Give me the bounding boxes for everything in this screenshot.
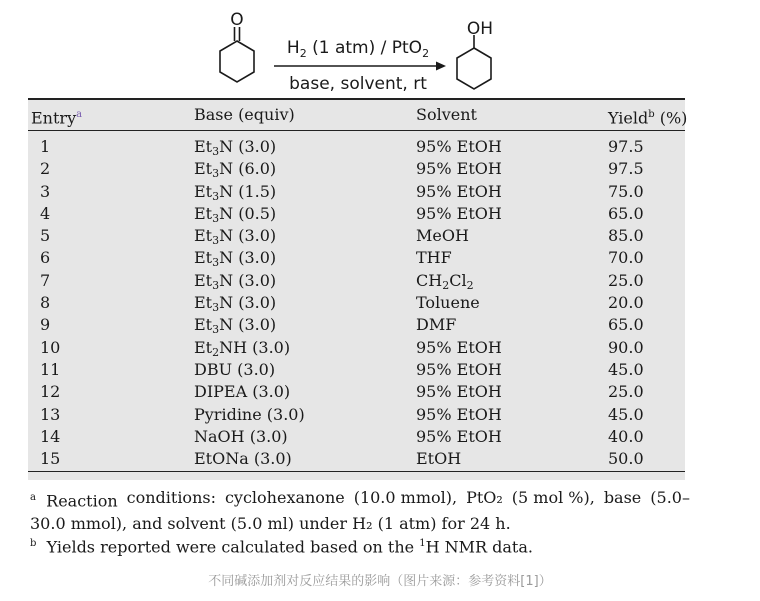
reactant-atom-label: O xyxy=(230,10,244,30)
cell-base: Pyridine (3.0) xyxy=(194,404,305,424)
cell-entry: 9 xyxy=(40,315,51,335)
cell-base: $Et_2NH$ (3.0) xyxy=(194,337,291,359)
cell-entry: 13 xyxy=(40,404,61,424)
footnote-a xyxy=(30,486,690,535)
cell-base: NaOH (3.0) xyxy=(194,426,288,446)
cell-yield: 97.5 xyxy=(608,159,644,179)
footnote-a-line1 xyxy=(30,486,690,512)
cell-base: $Et_3N$ (0.5) xyxy=(194,203,277,225)
cell-entry: 5 xyxy=(40,226,51,246)
cell-yield: 20.0 xyxy=(608,293,644,313)
cell-yield: 65.0 xyxy=(608,315,644,335)
cell-yield: 45.0 xyxy=(608,404,644,424)
cell-solvent: $CH_2Cl_2$ xyxy=(416,270,474,292)
table-header-rule xyxy=(28,130,685,131)
cell-yield: 40.0 xyxy=(608,426,644,446)
cell-entry: 4 xyxy=(40,203,51,223)
cell-yield: 65.0 xyxy=(608,203,644,223)
cell-yield: 50.0 xyxy=(608,449,644,469)
cell-base: DIPEA (3.0) xyxy=(194,382,291,402)
cell-base: $Et_3N$ (3.0) xyxy=(194,315,277,337)
table-top-rule xyxy=(28,98,685,100)
product-atom-label: OH xyxy=(466,19,494,39)
header-base: Base (equiv) xyxy=(194,105,295,124)
cyclohexanol-structure xyxy=(457,35,491,89)
cell-yield: 85.0 xyxy=(608,226,644,246)
table-row xyxy=(28,404,685,426)
cell-base: $Et_3N$ (3.0) xyxy=(194,248,277,270)
table-body xyxy=(28,136,685,470)
table-row xyxy=(28,225,685,247)
table-row xyxy=(28,136,685,158)
cell-entry: 2 xyxy=(40,159,51,179)
cell-base: $Et_3N$ (1.5) xyxy=(194,181,277,203)
cell-solvent: 95% EtOH xyxy=(416,159,502,179)
footnote-a-word: cyclohexanone xyxy=(224,488,345,507)
cell-entry: 11 xyxy=(40,359,61,379)
cell-solvent: THF xyxy=(416,248,452,268)
cell-solvent: 95% EtOH xyxy=(416,382,502,402)
cell-base: $Et_3N$ (3.0) xyxy=(194,293,277,315)
table-row xyxy=(28,337,685,359)
cell-yield: 25.0 xyxy=(608,382,644,402)
cell-solvent: EtOH xyxy=(416,449,462,469)
reaction-scheme xyxy=(0,0,760,100)
footnote-a-word: (5 mol %), xyxy=(511,488,595,507)
cell-entry: 3 xyxy=(40,181,51,201)
cell-solvent: 95% EtOH xyxy=(416,203,502,223)
table-row xyxy=(28,181,685,203)
reaction-arrow xyxy=(274,62,446,71)
footnote-b: $^b$ Yields reported were calculated based on the $^1$H NMR data. xyxy=(30,537,533,557)
table-row xyxy=(28,247,685,269)
table-row xyxy=(28,381,685,403)
cell-entry: 15 xyxy=(40,449,61,469)
table-row xyxy=(28,314,685,336)
cell-entry: 6 xyxy=(40,248,51,268)
arrow-condition-top: $H_2$ (1 atm) / PtO$_2$ xyxy=(286,38,430,60)
cell-solvent: 95% EtOH xyxy=(416,181,502,201)
cell-entry: 7 xyxy=(40,270,51,290)
footnote-a-link[interactable]: a xyxy=(76,109,83,120)
cell-yield: 75.0 xyxy=(608,181,644,201)
table-row xyxy=(28,292,685,314)
cell-entry: 1 xyxy=(40,137,51,156)
table-row xyxy=(28,270,685,292)
footnote-a-word: conditions: xyxy=(126,488,216,507)
cell-entry: 14 xyxy=(40,426,61,446)
footnote-a-word: PtO₂ xyxy=(466,488,503,507)
cell-solvent: Toluene xyxy=(416,293,480,313)
cell-base: $Et_3N$ (3.0) xyxy=(194,270,277,292)
table-row xyxy=(28,359,685,381)
footnote-a-line2: 30.0 mmol), and solvent (5.0 ml) under H₂ (1 atm) for 24 h. xyxy=(30,514,511,534)
table-row xyxy=(28,158,685,180)
cell-entry: 8 xyxy=(40,293,51,313)
cell-solvent: 95% EtOH xyxy=(416,137,502,156)
cell-solvent: 95% EtOH xyxy=(416,426,502,446)
cell-solvent: 95% EtOH xyxy=(416,359,502,379)
cell-yield: 45.0 xyxy=(608,359,644,379)
header-entry: Entry$^a$ xyxy=(31,108,83,128)
cell-solvent: MeOH xyxy=(416,226,469,246)
footnote-a-word: base xyxy=(603,488,642,507)
cell-solvent: 95% EtOH xyxy=(416,337,502,357)
table-bottom-rule xyxy=(28,471,685,472)
footnote-a-word: (10.0 mmol), xyxy=(353,488,458,507)
cell-base: $Et_3N$ (6.0) xyxy=(194,159,277,181)
figure-caption: 不同碱添加剂对反应结果的影响（图片来源：参考资料[1]） xyxy=(208,574,552,589)
cell-entry: 10 xyxy=(40,337,61,357)
cell-base: $Et_3N$ (3.0) xyxy=(194,137,277,158)
table-row xyxy=(28,448,685,470)
cell-yield: 97.5 xyxy=(608,137,644,156)
header-yield: Yield$^b$ (%) xyxy=(608,108,688,128)
header-solvent: Solvent xyxy=(416,105,477,124)
cell-yield: 25.0 xyxy=(608,270,644,290)
cell-base: EtONa (3.0) xyxy=(194,449,292,469)
footnote-a-word: (5.0– xyxy=(650,488,690,507)
cell-base: $Et_3N$ (3.0) xyxy=(194,226,277,248)
cell-solvent: DMF xyxy=(416,315,457,335)
cyclohexanone-structure xyxy=(220,27,254,82)
cell-yield: 90.0 xyxy=(608,337,644,357)
cell-entry: 12 xyxy=(40,382,61,402)
cell-base: DBU (3.0) xyxy=(194,359,276,379)
cell-yield: 70.0 xyxy=(608,248,644,268)
arrow-condition-bottom: base, solvent, rt xyxy=(289,74,427,94)
table-row xyxy=(28,426,685,448)
footnote-a-mark: $^a$ Reaction xyxy=(30,491,118,511)
cell-solvent: 95% EtOH xyxy=(416,404,502,424)
table-row xyxy=(28,203,685,225)
